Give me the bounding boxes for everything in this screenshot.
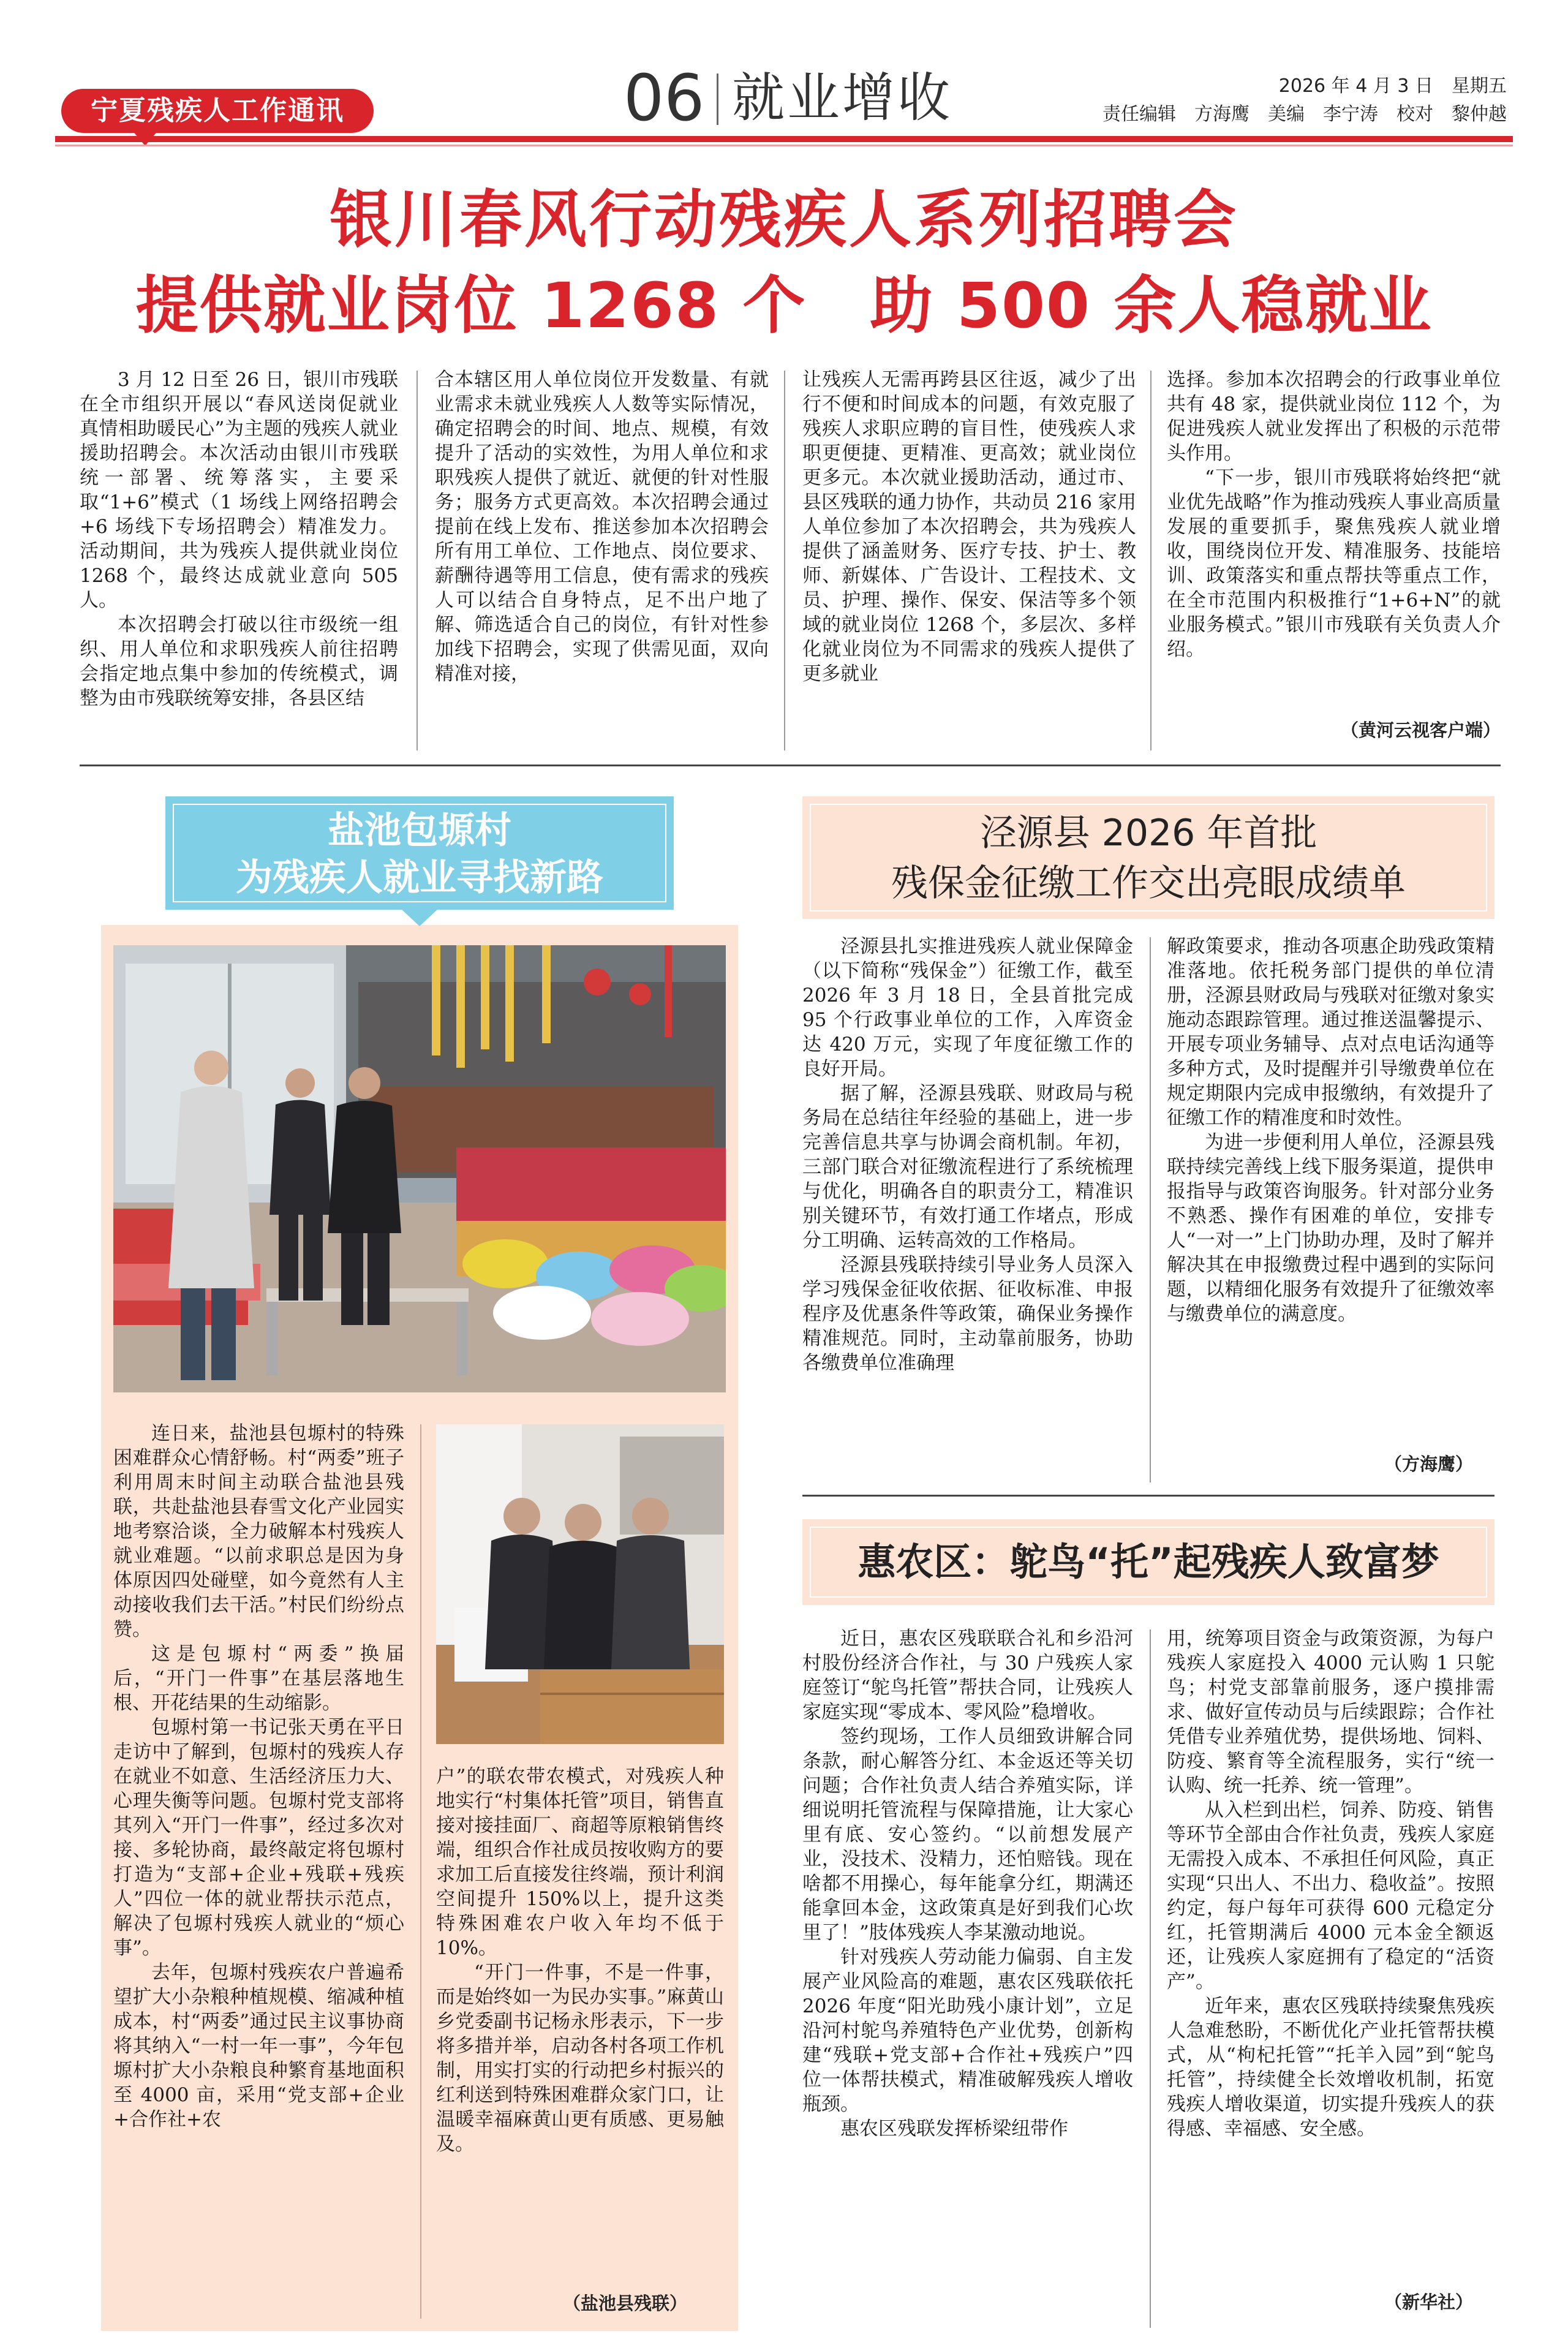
header-divider: [717, 74, 718, 125]
paragraph: 选择。参加本次招聘会的行政事业单位共有 48 家，提供就业岗位 112 个，为促进残疾人就业发挥出了积极的示范带头作用。: [1167, 369, 1501, 464]
article2-title-pointer: [401, 909, 438, 926]
paragraph: 本次招聘会打破以往市级统一组织、用人单位和求职残疾人前往招聘会指定地点集中参加的传统模式，调整为由市残联统筹安排，各县区结: [80, 614, 398, 709]
editor-credits: 责任编辑 方海鹰 美编 李宁涛 校对 黎仲越: [1102, 104, 1507, 125]
article1-column-3: [802, 368, 1136, 686]
article1-column-2: [435, 368, 769, 686]
article3-headline-1: 泾源县 2026 年首批: [979, 812, 1317, 855]
paragraph: 用，统筹项目资金与政策资源，为每户残疾人家庭投入 4000 元认购 1 只鸵鸟；村党支部靠前服务，逐户摸排需求、做好宣传动员与后续跟踪；合作社凭借专业养殖优势，提供场地、饲料、防疫、繁育等全流程服务，实行“统一认购、统一托养、统一管理”。: [1167, 1628, 1494, 1797]
paragraph: 连日来，盐池县包塬村的特殊困难群众心情舒畅。村“两委”班子利用周末时间主动联合盐池县残联，共赴盐池县春雪文化产业园实地考察洽谈，全力破解本村残疾人就业难题。“以前求职总是因为身体原因四处碰壁，如今竟然有人主动接收我们去干活。”村民们纷纷点赞。: [113, 1422, 404, 1641]
photo-illustration: [436, 1424, 724, 1744]
column-rule: [1150, 1629, 1151, 2328]
column-rule: [1150, 371, 1152, 750]
paragraph: 这是包塬村“两委”换届后，“开门一件事”在基层落地生根、开花结果的生动缩影。: [113, 1643, 404, 1714]
paragraph: 3 月 12 日至 26 日，银川市残联在全市组织开展以“春风送岗促就业 真情相助暖民心”为主题的残疾人就业援助招聘会。本次活动由银川市残联统一部署、统筹落实，主要采取“1+6”模式（1 场线上网络招聘会+6 场线下专场招聘会）精准发力。活动期间，共为残疾人提供就业岗位 1268 个，最终达成就业意向 505 人。: [80, 369, 398, 611]
column-rule: [420, 1424, 421, 2319]
article2-column-1: [113, 1421, 404, 2132]
paragraph: 解政策要求，推动各项惠企助残政策精准落地。依托税务部门提供的单位清册，泾源县财政局与残联对征缴对象实施动态跟踪管理。通过推送温馨提示、开展专项业务辅导、点对点电话沟通等多种方式，及时提醒并引导缴费单位在规定期限内完成申报缴纳，有效提升了征缴工作的精准度和时效性。: [1167, 935, 1494, 1129]
article-separator: [802, 1495, 1494, 1497]
paragraph: 近日，惠农区残联联合礼和乡沿河村股份经济合作社，与 30 户残疾人家庭签订“鸵鸟托管”帮扶合同，让残疾人家庭实现“零成本、零风险”稳增收。: [802, 1628, 1133, 1723]
article1-column-1: [80, 368, 398, 711]
paragraph: 惠农区残联发挥桥梁纽带作: [840, 2118, 1068, 2140]
article2-source: （盐池县残联）: [562, 2293, 687, 2314]
paragraph: 让残疾人无需再跨县区往返，减少了出行不便和时间成本的问题，有效克服了残疾人求职应聘的盲目性，使残疾人求职更便捷、更精准、更高效；就业岗位更多元。本次就业援助活动，通过市、县区残联的通力协作，共动员 216 家用人单位参加了本次招聘会，共为残疾人提供了涵盖财务、医疗专技、护士、教师、新媒体、广告设计、工程技术、文员、护理、操作、保安、保洁等多个领域的就业岗位 1268 个，多层次、多样化就业岗位为不同需求的残疾人提供了更多就业: [802, 369, 1136, 685]
article4-source: （新华社）: [1384, 2292, 1473, 2313]
paragraph: 包塬村第一书记张天勇在平日走访中了解到，包塬村的残疾人存在就业不如意、生活经济压力大、心理失衡等问题。包塬村党支部将其列入“开门一件事”，经过多次对接、多轮协商，最终敲定将包塬村打造为“支部+企业+残联+残疾人”四位一体的就业帮扶示范点，解决了包塬村残疾人就业的“烦心事”。: [113, 1716, 404, 1959]
paragraph: 去年，包塬村残疾农户普遍希望扩大小杂粮种植规模、缩减种植成本，村“两委”通过民主议事协商将其纳入“一村一年一事”，今年包塬村扩大小杂粮良种繁育基地面积至 4000 亩，采用“党支部+企业+合作社+农: [113, 1962, 404, 2131]
photo-illustration: [113, 945, 726, 1392]
article3-source: （方海鹰）: [1384, 1454, 1473, 1475]
article3-column-2: [1167, 934, 1494, 1326]
column-rule: [1150, 937, 1151, 1482]
article2-column-2: [436, 1764, 724, 2156]
article1-headline-1: 银川春风行动残疾人系列招聘会: [330, 184, 1238, 257]
paragraph: 近年来，惠农区残联持续聚焦残疾人急难愁盼，不断优化产业托管帮扶模式，从“枸杞托管”“托羊入园”到“鸵鸟托管”，持续健全长效增收机制，拓宽残疾人增收渠道，切实提升残疾人的获得感、幸福感、安全感。: [1167, 1995, 1494, 2140]
issue-date: 2026 年 4 月 3 日 星期五: [1278, 75, 1507, 97]
paragraph: 签约现场，工作人员细致讲解合同条款，耐心解答分红、本金返还等关切问题；合作社负责人结合养殖实际，详细说明托管流程与保障措施，让大家心里有底、安心签约。“以前想发展产业，没技术、没精力，还怕赔钱。现在啥都不用操心，每年能拿分红，期满还能拿回本金，这政策真是好到我们心坎里了！”肢体残疾人李某激动地说。: [802, 1726, 1133, 1944]
page-number: 06: [624, 61, 705, 135]
paragraph: 从入栏到出栏，饲养、防疫、销售等环节全部由合作社负责，残疾人家庭无需投入成本、不承担任何风险，真正实现“只出人、不出力、稳收益”。按照约定，每户每年可获得 600 元稳定分红，托管期满后 4000 元本金全额返还，让残疾人家庭拥有了稳定的“活资产”。: [1167, 1799, 1494, 1993]
paragraph: 为进一步便利用人单位，泾源县残联持续完善线上线下服务渠道，提供申报指导与政策咨询服务。针对部分业务不熟悉、操作有困难的单位，安排专人“一对一”上门协助办理，及时了解并解决其在申报缴费过程中遇到的实际问题，以精细化服务有效提升了征缴效率与缴费单位的满意度。: [1167, 1131, 1494, 1325]
article3-column-1: [802, 934, 1133, 1375]
article3-headline-2: 残保金征缴工作交出亮眼成绩单: [891, 862, 1406, 905]
paper-name: 宁夏残疾人工作通讯: [91, 95, 344, 126]
article4-column-1: [802, 1626, 1133, 2141]
paragraph: 针对残疾人劳动能力偏弱、自主发展产业风险高的难题，惠农区残联依托 2026 年度“阳光助残小康计划”，立足沿河村鸵鸟养殖特色产业优势，创新构建“残联+党支部+合作社+残疾户”四位一体帮扶模式，精准破解残疾人增收瓶颈。: [802, 1946, 1133, 2115]
article2-headline-2: 为残疾人就业寻找新路: [236, 856, 603, 899]
article1-headline-2: 提供就业岗位 1268 个 助 500 余人稳就业: [135, 270, 1433, 342]
paragraph: 泾源县残联持续引导业务人员深入学习残保金征收依据、征收标准、申报程序及优惠条件等政策，确保业务操作精准规范。同时，主动靠前服务，协助各缴费单位准确理: [802, 1254, 1133, 1374]
paragraph: 泾源县扎实推进残疾人就业保障金（以下简称“残保金”）征缴工作，截至 2026 年 3 月 18 日，全县首批完成 95 个行政事业单位的工作，入库资金达 420 万元，实现了年度征缴工作的良好开局。: [802, 935, 1133, 1080]
column-rule: [784, 371, 785, 750]
paragraph: “开门一件事，不是一件事，而是始终如一为民办实事。”麻黄山乡党委副书记杨永彤表示，下一步将多措并举，启动各村各项工作机制，用实打实的行动把乡村振兴的红利送到特殊困难群众家门口，让温暖幸福麻黄山更有质感、更易触及。: [436, 1962, 724, 2155]
section-title: 就业增收: [732, 67, 952, 129]
article4-headline: 惠农区：鸵鸟“托”起残疾人致富梦: [858, 1539, 1439, 1584]
article4-column-2: [1167, 1626, 1494, 2141]
article2-headline-1: 盐池包塬村: [328, 809, 511, 852]
paragraph: “下一步，银川市残联将始终把“就业优先战略”作为推动残疾人事业高质量发展的重要抓手，聚焦残疾人就业增收，围绕岗位开发、精准服务、技能培训、政策落实和重点帮扶等重点工作，在全市范围内积极推行“1+6+N”的就业服务模式。”银川市残联有关负责人介绍。: [1167, 467, 1501, 660]
paragraph: 户”的联农带农模式，对残疾人种地实行“村集体托管”项目，销售直接对接挂面厂、商超等原粮销售终端，组织合作社成员按收购方的要求加工后直接发往终端，预计利润空间提升 150%以上，提升这类特殊困难农户收入年均不低于 10%。: [436, 1765, 724, 1959]
article1-source: （黄河云视客户端）: [1340, 720, 1501, 741]
paragraph: 合本辖区用人单位岗位开发数量、有就业需求未就业残疾人人数等实际情况，确定招聘会的时间、地点、规模，有效提升了活动的实效性，为用人单位和求职残疾人提供了就近、就便的针对性服务；服务方式更高效。本次招聘会通过提前在线上发布、推送参加本次招聘会所有用工单位、工作地点、岗位要求、薪酬待遇等用工信息，使有需求的残疾人可以结合自身特点，足不出户地了解、筛选适合自己的岗位，有针对性参加线下招聘会，实现了供需见面，双向精准对接，: [435, 369, 769, 685]
article1-column-4: [1167, 368, 1501, 662]
meeting-room-photo: [436, 1424, 724, 1744]
store-interior-photo: [113, 945, 726, 1392]
article-separator: [80, 765, 1501, 766]
column-rule: [417, 371, 418, 750]
header-rule: [55, 136, 1513, 142]
header-rule-thin: [55, 145, 1513, 146]
paragraph: 据了解，泾源县残联、财政局与税务局在总结往年经验的基础上，进一步完善信息共享与协调会商机制。年初，三部门联合对征缴流程进行了系统梳理与优化，明确各自的职责分工，精准识别关键环节，有效打通工作堵点，形成分工明确、运转高效的工作格局。: [802, 1082, 1133, 1252]
